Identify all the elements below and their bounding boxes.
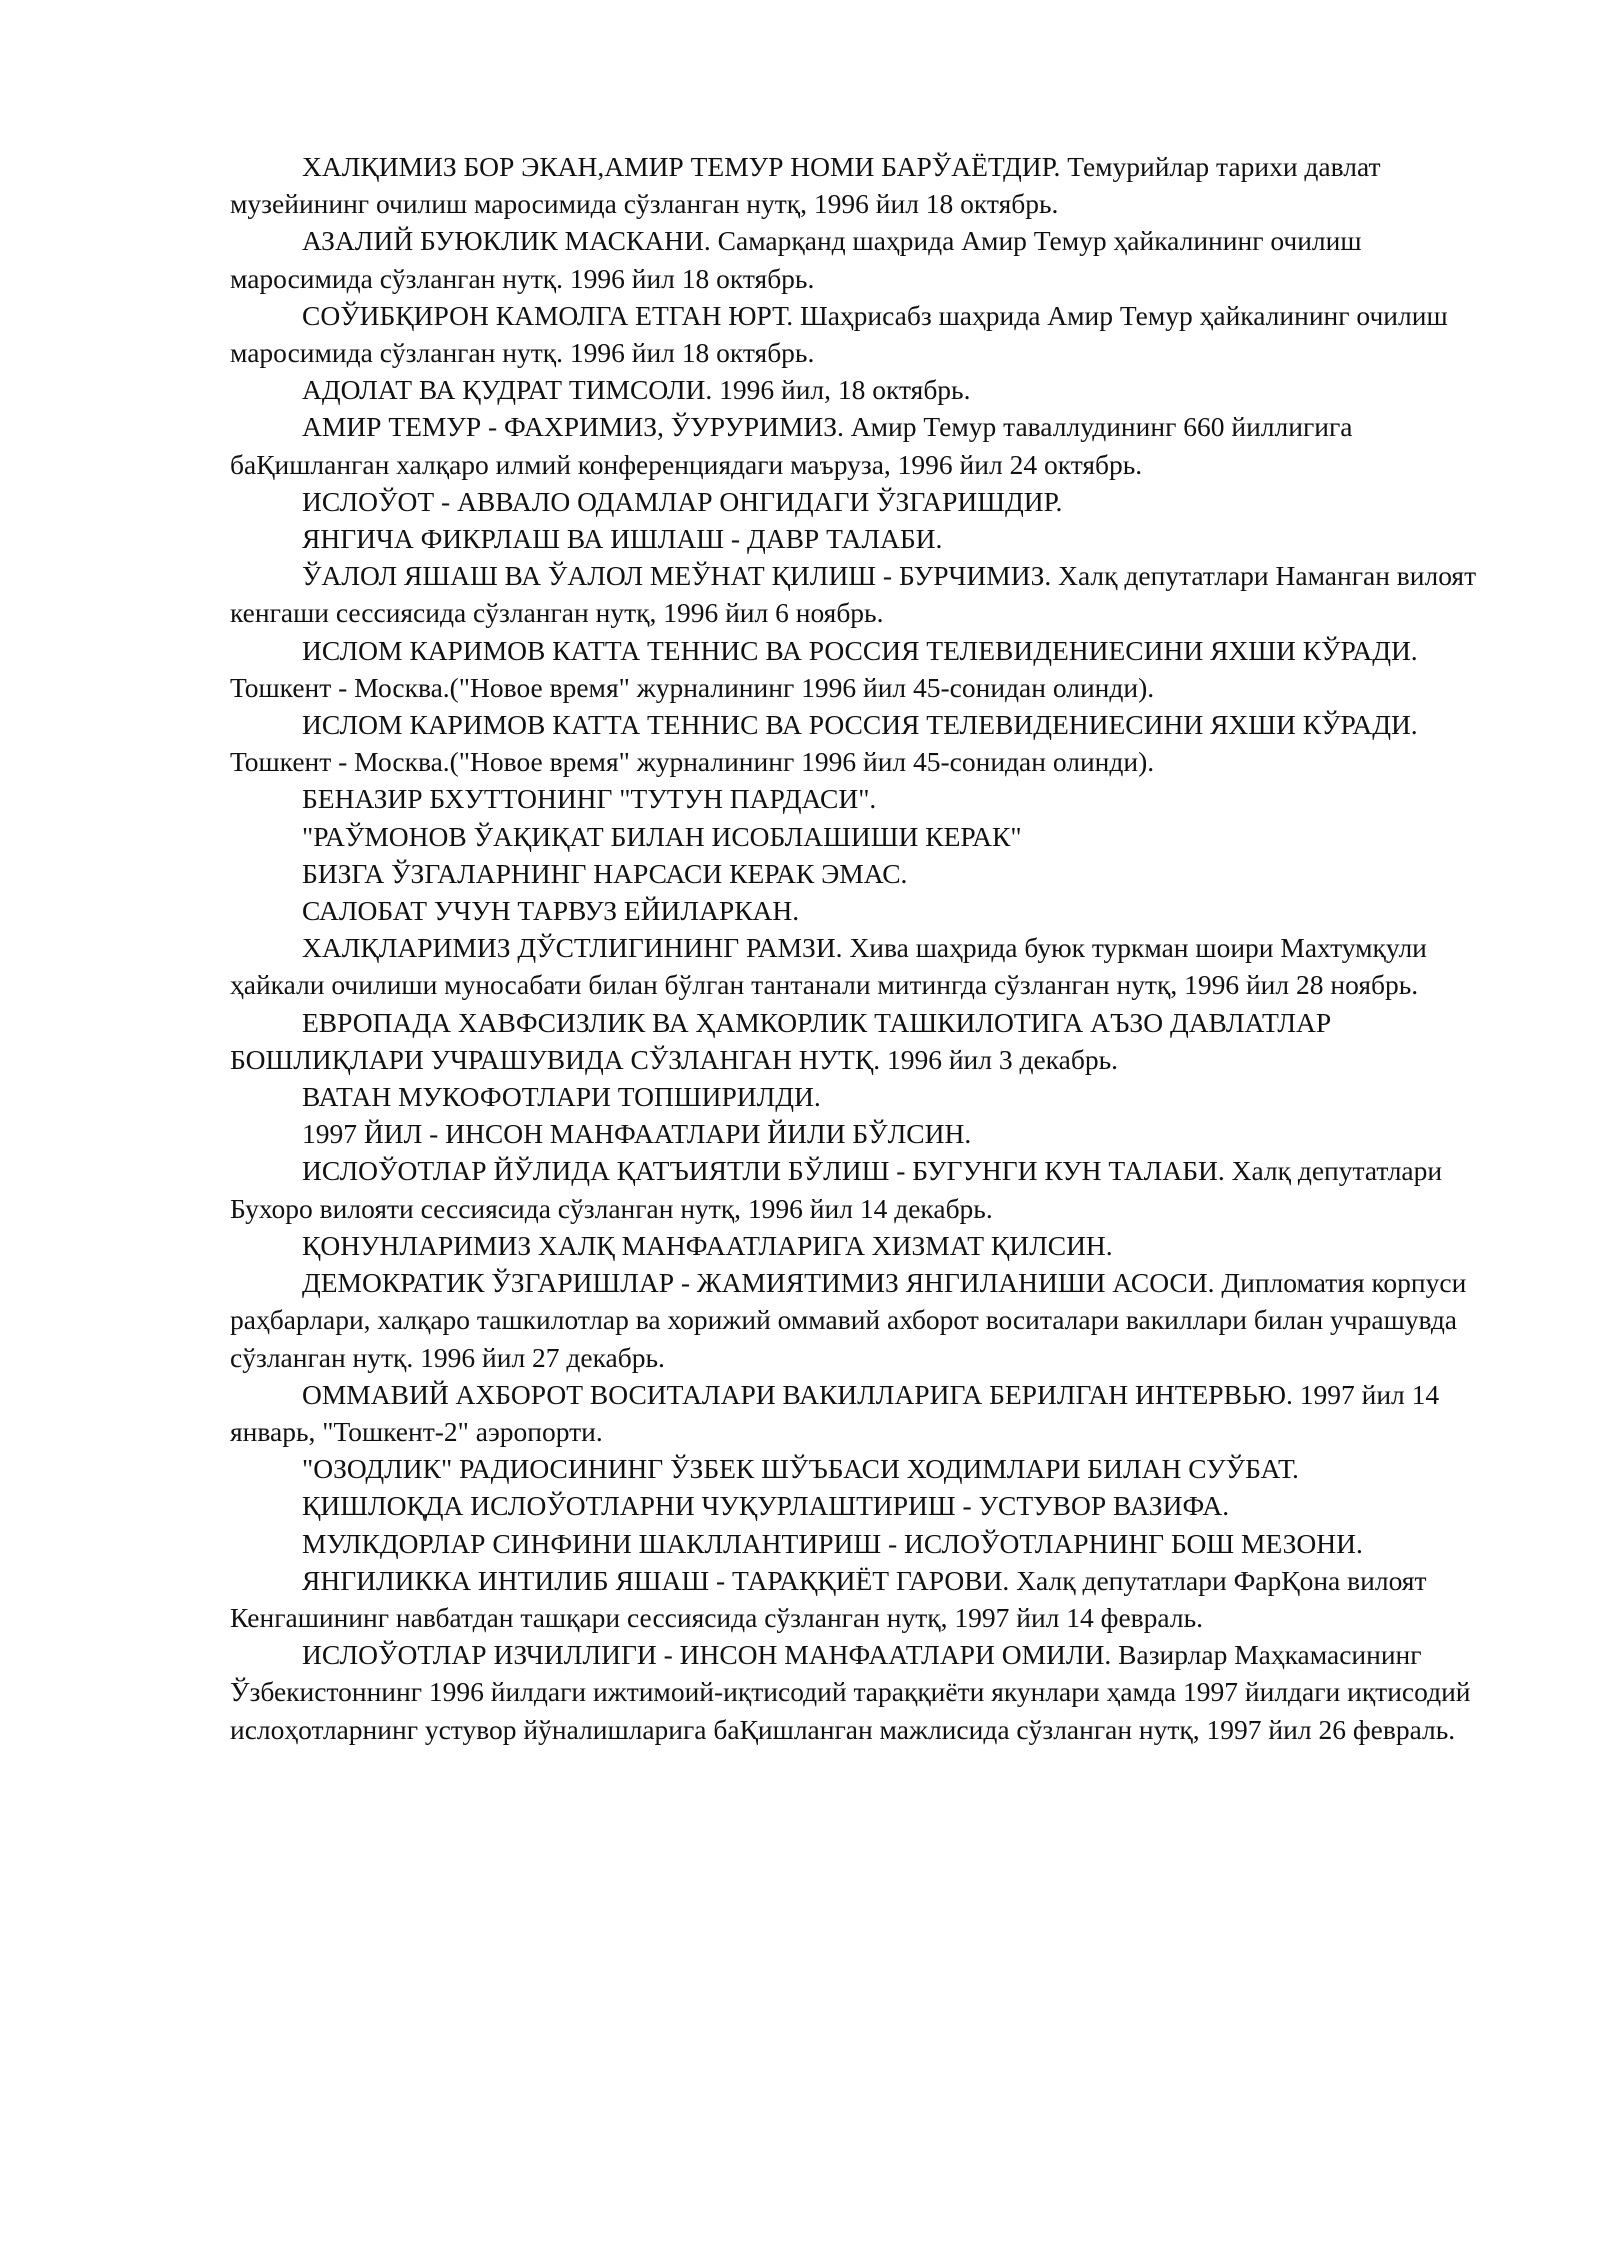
entry-title: ЎАЛОЛ ЯШАШ ВА ЎАЛОЛ МЕЎНАТ ҚИЛИШ - БУРЧИМИЗ. <box>302 560 1052 592</box>
entry-title: АДОЛАТ ВА ҚУДРАТ ТИМСОЛИ. <box>302 374 713 406</box>
entry-title: СОЎИБҚИРОН КАМОЛГА ЕТГАН ЮРТ. <box>302 299 794 331</box>
entry-title: ХАЛҚЛАРИМИЗ ДЎСТЛИГИНИНГ РАМЗИ. <box>302 932 843 964</box>
entry <box>230 222 1490 296</box>
document-page <box>230 148 1490 1748</box>
entry <box>230 855 1490 892</box>
entry <box>230 408 1490 482</box>
entry-title: "ОЗОДЛИК" РАДИОСИНИНГ ЎЗБЕК ШЎЪБАСИ ХОДИМЛАРИ БИЛАН СУЎБАТ. <box>302 1453 1299 1485</box>
entry <box>230 371 1490 408</box>
entry-title: "РАЎМОНОВ ЎАҚИҚАТ БИЛАН ИСОБЛАШИШИ КЕРАК" <box>302 820 1022 852</box>
entry-body: Халқ депутатлари Наманган вилоят кенгаши сессиясида сўзланган нутқ, 1996 йил 6 ноябрь. <box>230 560 1477 629</box>
entry <box>230 1004 1490 1078</box>
entry-title: МУЛКДОРЛАР СИНФИНИ ШАКЛЛАНТИРИШ - ИСЛОЎОТЛАРНИНГ БОШ МЕЗОНИ. <box>302 1527 1363 1559</box>
entry-body: Амир Темур таваллудининг 660 йиллигига баҚишланган халқаро илмий конференциядаги маъруза, 1996 йил 24 октябрь. <box>230 411 1353 480</box>
entry <box>230 1376 1490 1450</box>
entry <box>230 892 1490 929</box>
entry-body: Халқ депутатлари ФарҚона вилоят Кенгашининг навбатдан ташқари сессиясида сўзланган нутқ, 1997 йил 14 февраль. <box>230 1564 1427 1633</box>
entry <box>230 1450 1490 1487</box>
entry <box>230 1264 1490 1376</box>
entry-title: ИСЛОМ КАРИМОВ КАТТА ТЕННИС ВА РОССИЯ ТЕЛЕВИДЕНИЕСИНИ ЯХШИ КЎРАДИ. <box>302 709 1418 741</box>
entry-title: ХАЛҚИМИЗ БОР ЭКАН,АМИР ТЕМУР НОМИ БАРЎАЁТДИР. <box>302 151 1061 182</box>
entry-title: ЯНГИЛИККА ИНТИЛИБ ЯШАШ - ТАРАҚҚИЁТ ГАРОВИ. <box>302 1564 1010 1596</box>
entry-title: ВАТАН МУКОФОТЛАРИ ТОПШИРИЛДИ. <box>302 1081 821 1113</box>
entry-title: ДЕМОКРАТИК ЎЗГАРИШЛАР - ЖАМИЯТИМИЗ ЯНГИЛАНИШИ АСОСИ. <box>302 1267 1215 1299</box>
entry <box>230 297 1490 371</box>
entry-title: 1997 ЙИЛ - ИНСОН МАНФААТЛАРИ ЙИЛИ БЎЛСИН. <box>302 1118 972 1150</box>
entry-title: БЕНАЗИР БХУТТОНИНГ "ТУТУН ПАРДАСИ". <box>302 783 877 815</box>
entry <box>230 1636 1490 1748</box>
entry-title: ЯНГИЧА ФИКРЛАШ ВА ИШЛАШ - ДАВР ТАЛАБИ. <box>302 523 943 555</box>
entry-title: ИСЛОЎОТ - АВВАЛО ОДАМЛАР ОНГИДАГИ ЎЗГАРИШДИР. <box>302 485 1063 517</box>
entry-title: АМИР ТЕМУР - ФАХРИМИЗ, ЎУРУРИМИЗ. <box>302 411 844 443</box>
entry-title: САЛОБАТ УЧУН ТАРВУЗ ЕЙИЛАРКАН. <box>302 895 800 927</box>
entry-title: ИСЛОЎОТЛАР ИЗЧИЛЛИГИ - ИНСОН МАНФААТЛАРИ ОМИЛИ. <box>302 1639 1112 1671</box>
entry <box>230 780 1490 817</box>
entry-title: АЗАЛИЙ БУЮКЛИК МАСКАНИ. <box>302 225 711 257</box>
entry <box>230 818 1490 855</box>
entry <box>230 706 1490 780</box>
entry <box>230 1562 1490 1636</box>
entry-body: Дипломатия корпуси раҳбарлари, халқаро ташкилотлар ва хорижий оммавий ахборот воситалари вакиллари билан учрашувда сўзланган нутқ. 1996 йил 27 декабрь. <box>230 1267 1467 1373</box>
entry-body: Вазирлар Маҳкамасининг Ўзбекистоннинг 1996 йилдаги ижтимоий-иқтисодий тараққиёти якунлари ҳамда 1997 йилдаги иқтисодий ислоҳотларнинг устувор йўналишларига баҚишланган мажлисида сўзланган нутқ, 1997 йил 26 февраль. <box>230 1639 1471 1745</box>
entry-body: 1997 йил 14 январь, "Тошкент-2" аэропорти. <box>230 1378 1440 1447</box>
entry-body: 1996 йил, 18 октябрь. <box>712 374 971 406</box>
entry <box>230 1487 1490 1524</box>
entry-title: ЕВРОПАДА ХАВФСИЗЛИК ВА ҲАМКОРЛИК ТАШКИЛОТИГА АЪЗО ДАВЛАТЛАР БОШЛИҚЛАРИ УЧРАШУВИДА СЎЗЛАНГАН НУТҚ. <box>230 1006 1332 1075</box>
entry-title: ОММАВИЙ АХБОРОТ ВОСИТАЛАРИ ВАКИЛЛАРИГА БЕРИЛГАН ИНТЕРВЬЮ. <box>302 1378 1293 1410</box>
entry-title: ҚОНУНЛАРИМИЗ ХАЛҚ МАНФААТЛАРИГА ХИЗМАТ ҚИЛСИН. <box>302 1229 1113 1261</box>
entry <box>230 1115 1490 1152</box>
entry-title: ИСЛОМ КАРИМОВ КАТТА ТЕННИС ВА РОССИЯ ТЕЛЕВИДЕНИЕСИНИ ЯХШИ КЎРАДИ. <box>302 634 1418 666</box>
entry-body: Халқ депутатлари Бухоро вилояти сессиясида сўзланган нутқ, 1996 йил 14 декабрь. <box>230 1155 1443 1224</box>
entry-body: Тошкент - Москва.("Новое время" журналининг 1996 йил 45-сонидан олинди). <box>230 746 1155 778</box>
entry-body: Самарқанд шаҳрида Амир Темур ҳайкалининг очилиш маросимида сўзланган нутқ. 1996 йил 18 октябрь. <box>230 225 1362 294</box>
entry <box>230 929 1490 1003</box>
entry-body: Шаҳрисабз шаҳрида Амир Темур ҳайкалининг очилиш маросимида сўзланган нутқ. 1996 йил 18 октябрь. <box>230 299 1448 369</box>
entry <box>230 148 1490 222</box>
entry-title: ИСЛОЎОТЛАР ЙЎЛИДА ҚАТЪИЯТЛИ БЎЛИШ - БУГУНГИ КУН ТАЛАБИ. <box>302 1155 1225 1187</box>
entry <box>230 632 1490 706</box>
entry <box>230 520 1490 557</box>
entry-title: БИЗГА ЎЗГАЛАРНИНГ НАРСАСИ КЕРАК ЭМАС. <box>302 857 908 889</box>
entry <box>230 1227 1490 1264</box>
entry-body: Хива шаҳрида буюк туркман шоири Махтумқули ҳайкали очилиши муносабати билан бўлган тантанали митингда сўзланган нутқ, 1996 йил 28 ноябрь. <box>230 932 1427 1001</box>
entry-body: Тошкент - Москва.("Новое время" журналининг 1996 йил 45-сонидан олинди). <box>230 671 1155 703</box>
entry <box>230 1152 1490 1226</box>
entry-body: 1996 йил 3 декабрь. <box>880 1043 1118 1075</box>
entry-title: ҚИШЛОҚДА ИСЛОЎОТЛАРНИ ЧУҚУРЛАШТИРИШ - УСТУВОР ВАЗИФА. <box>302 1490 1230 1522</box>
entry <box>230 1525 1490 1562</box>
entry <box>230 557 1490 631</box>
entry <box>230 483 1490 520</box>
entry-body: Темурийлар тарихи давлат музейининг очилиш маросимида сўзланган нутқ, 1996 йил 18 октябрь. <box>230 151 1381 220</box>
entry <box>230 1078 1490 1115</box>
